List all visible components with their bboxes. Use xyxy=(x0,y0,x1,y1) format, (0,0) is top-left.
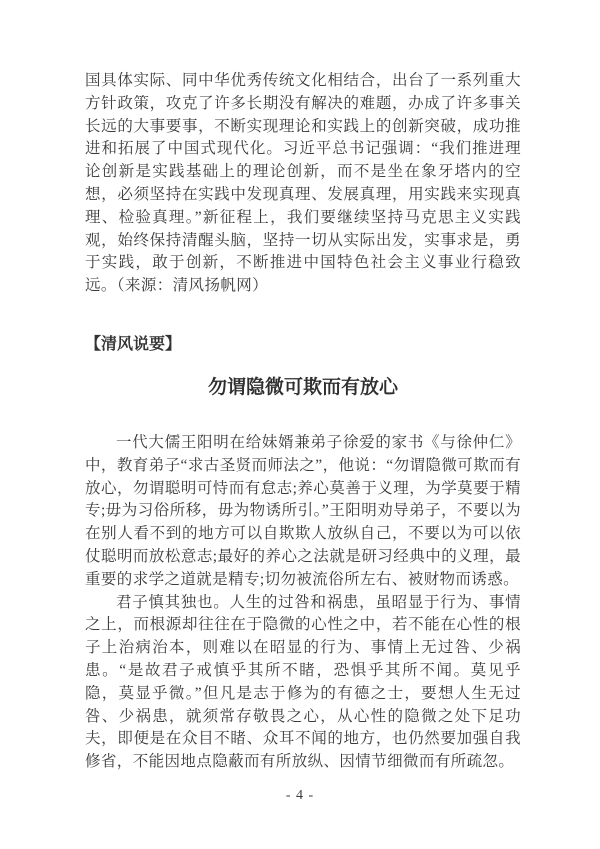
article-title: 勿谓隐微可欺而有放心 xyxy=(207,376,398,398)
section-label: 【清风说要】 xyxy=(85,335,182,353)
article-paragraph-1: 一代大儒王阳明在给妹婿兼弟子徐爱的家书《与徐仲仁》中，教育弟子“求古圣贤而师法之”，他说：“勿谓隐微可欺而有放心，勿谓聪明可恃而有怠志;养心莫善于义理，为学莫要于精专;毋为习俗所移，毋为物诱所引。”王阳明劝导弟子，不要以为在别人看不到的地方可以自欺欺人放纵自己，不要以为可以依仗聪明而放松意志;最好的养心之法就是研习经典中的义理，最重要的求学之道就是精专;切勿被流俗所左右、被财物而诱惑。 xyxy=(85,433,521,588)
article-paragraph-2: 君子慎其独也。人生的过咎和祸患，虽昭显于行为、事情之上，而根源却往往在于隐微的心性之中，若不能在心性的根子上治病治本，则难以在昭显的行为、事情上无过咎、少祸患。“是故君子戒慎乎其所不睹，恐惧乎其所不闻。莫见乎隐，莫显乎微。”但凡是志于修为的有德之士，要想人生无过咎、少祸患，就须常存敬畏之心，从心性的隐微之处下足功夫，即便是在众目不睹、众耳不闻的地方，也仍然要加强自我修省，不能因地点隐蔽而有所放纵、因情节细微而有所疏忽。 xyxy=(85,593,521,771)
page-number: - 4 - xyxy=(285,788,315,803)
paragraph-continued: 国具体实际、同中华优秀传统文化相结合，出台了一系列重大方针政策，攻克了许多长期没有解决的难题，办成了许多事关长远的大事要事，不断实现理论和实践上的创新突破，成功推进和拓展了中国式现代化。习近平总书记强调：“我们推进理论创新是实践基础上的理论创新，而不是坐在象牙塔内的空想，必须坚持在实践中发现真理、发展真理，用实践来实现真理、检验真理。”新征程上，我们要继续坚持马克思主义实践观，始终保持清醒头脑，坚持一切从实际出发，实事求是，勇于实践，敢于创新，不断推进中国特色社会主义事业行稳致远。（来源：清风扬帆网） xyxy=(85,72,521,295)
